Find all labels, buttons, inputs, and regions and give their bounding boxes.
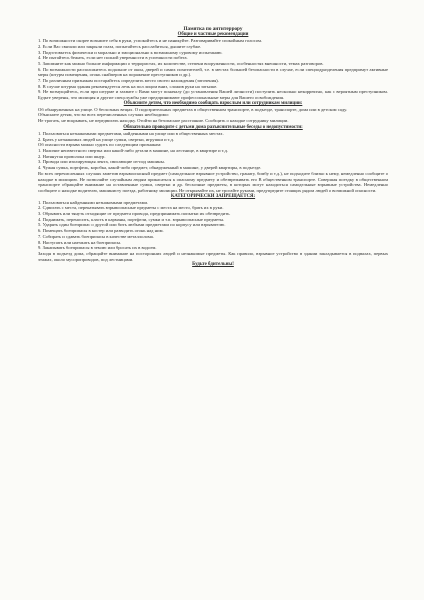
- prohibited-item-6: 6. Помещать боеприпасы в костер или разводить огонь над ним.: [38, 228, 164, 234]
- talks-line-7: 4. Чужая сумка, портфель, коробка, какой-либо предмет, обнаруженный в машине, у дверей квартиры, в подъезде.: [38, 165, 262, 171]
- general-item-4: 4. Не пытайтесь бежать, если нет полной уверенности в успешности побега.: [38, 55, 188, 61]
- children-report-line-1: Об обнаруженных на улице. О бесхозных вещах. О подозрительных предметах в общественном транспорте, в подъезде, транспорте, дома или в детском саду.: [38, 106, 348, 112]
- prohibited-item-9: 9. Закапывать боеприпасы в землю или бросать их в водоем.: [38, 245, 157, 251]
- section-heading-general: Общие и частные рекомендации: [177, 32, 249, 38]
- general-item-8: 8. В случае штурма здания рекомендуется лечь на пол лицом вниз, сложив руки на затылке.: [38, 83, 218, 89]
- general-item-2: 2. Если Вас связали или закрыли глаза, попытайтесь расслабиться, дышите глубже.: [38, 43, 202, 49]
- prohibited-item-7: 7. Собирать и сдавать боеприпасы в качестве металлолома.: [38, 233, 154, 239]
- prohibited-item-8: 8. Наступать или наезжать на боеприпасы.: [38, 239, 122, 245]
- section-heading-prohibited: КАТЕГОРИЧЕСКИ ЗАПРЕЩАЕТСЯ:: [170, 193, 256, 199]
- general-item-5: 5. Запомните как можно больше информации о террористах, их количестве, степени вооруженности, особенностях внешности, темах разговоров.: [38, 60, 324, 66]
- talks-line-4: 1. Наличие неизвестного свертка или какой-либо детали в машине, на лестнице, в квартире и т.д.: [38, 148, 229, 154]
- general-item-9: 9. Не возмущайтесь, если при штурме и захвате с Вами могут поначалу (до установления Вашей личности) поступить несколько некорректно, как с вероятным преступником. Будьте уверены, что милиция и другие спецслужбы уже предпринимают профессиональные меры для Вашего освобождения.: [38, 89, 388, 101]
- talks-line-5: 2. Натянутая проволока или шнур.: [38, 153, 106, 159]
- section-heading-children-talks: Обязательно проводите с детьми дома разъяснительные беседы о недопустимости:: [123, 125, 303, 131]
- talks-line-6: 3. Провода или изолирующая лента, свисающие из-под машины.: [38, 159, 165, 165]
- children-report-line-3: Не трогать, не вскрывать, не передвигать находку. Отойти на безопасное расстояние. Сообщить о находке сотруднику милиции.: [38, 118, 289, 124]
- section-heading-children-report: Объясните детям, что необходимо сообщать взрослым или сотрудникам милиции:: [123, 100, 303, 106]
- talks-line-8: Во всех перечисленных случаях заметив взрывоопасный предмет (самодельное взрывное устройство, гранату, бомбу и т.д.), не подходите близко к нему, немедленно сообщите о находке в милицию. Не позволяйте случайным людям прикасаться к опасному предмету и обезвреживать его В общественном транспорте. Совершая поездку в общественном транспорте обращайте внимание на оставленные сумки, свертки и др. бесхозные предметы, в которых могут находиться самодельные взрывные устройства. Немедленно сообщите о находке водителю, машинисту поезда, работнику милиции. Не открывайте их, не трогайте руками, предупредите стоящих рядом людей о возможной опасности.: [38, 170, 388, 193]
- general-item-1: 1. По возможности скорее возьмите себя в руки, успокойтесь и не паникуйте. Разговаривайте спокойным голосом.: [38, 38, 263, 44]
- entrance-advice: Заходя в подъезд дома, обращайте внимание на посторонних людей и незнакомые предметы. Как правило, взрывное устройство в здании закладывается в подвалах, первых этажах, около мусоропроводов, под лестницами.: [38, 250, 388, 262]
- general-item-7: 7. По различным признакам постарайтесь определить место своего нахождения (заточения).: [38, 78, 219, 84]
- prohibited-item-3: 3. Обрывать или тянуть отходящие от предмета провода, предпринимать попытки их обезвредить.: [38, 211, 231, 216]
- closing-slogan: Будьте бдительны!: [192, 262, 234, 268]
- talks-line-2: 2. Брать у незнакомых людей на улице сумки, свертки, игрушки и т.д.: [38, 136, 174, 142]
- children-report-line-2: Объясните детям, что во всех перечисленных случаях необходимо:: [38, 112, 170, 118]
- prohibited-item-5: 5. Ударять один боеприпас о другой или бить любыми предметами по корпусу или взрывателю.: [38, 222, 226, 228]
- general-item-3: 3. Подготовьтесь физически и морально и эмоционально к возможному суровому испытанию.: [38, 49, 223, 55]
- document-title: Памятка по антитеррору: [183, 26, 243, 32]
- memo-page: [38, 26, 388, 268]
- prohibited-item-1: 1. Пользоваться найденными незнакомыми предметами.: [38, 199, 149, 205]
- prohibited-item-2: 2. Сдвигать с места, перекатывать взрывоопасные предметы с места на место, брать их в руки.: [38, 205, 224, 211]
- prohibited-item-4: 4. Поднимать, переносить, класть в карманы, портфели, сумки и т.п. взрывоопасные предметы.: [38, 216, 225, 222]
- talks-line-1: 1. Пользоваться незнакомыми предметами, найденными на улице или в общественных местах.: [38, 130, 224, 136]
- talks-line-3: Об опасности взрыва можно судить по следующим признакам:: [38, 142, 162, 148]
- general-item-6: 6. По возможности расположитесь подальше от окон, дверей и самих похитителей, т.е. в местах большей безопасности в случае, если спецподразделения предпримут активные меры (штурм помещения, огонь снайперов на поражение преступников и др.).: [38, 66, 388, 78]
